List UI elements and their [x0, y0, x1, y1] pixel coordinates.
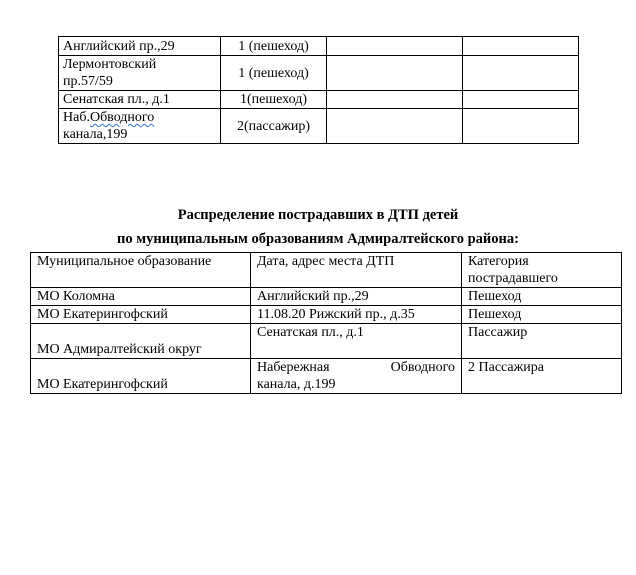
table-row	[31, 359, 622, 394]
address-cell: Английский пр.,29	[251, 288, 462, 306]
address-cell: Английский пр.,29	[59, 37, 221, 56]
category-cell: 2 Пассажира	[462, 359, 622, 394]
address-line: Лермонтовский	[63, 57, 157, 72]
table-row	[59, 56, 579, 91]
victim-count-cell: 1 (пешеход)	[221, 56, 327, 91]
empty-cell	[463, 37, 579, 56]
table-row	[59, 91, 579, 109]
table-row	[31, 288, 622, 306]
table-row	[59, 109, 579, 144]
address-line: пр.57/59	[63, 74, 113, 89]
header-line: Категория	[468, 254, 529, 269]
category-cell: Пассажир	[462, 324, 622, 359]
address-cell: 11.08.20 Рижский пр., д.35	[251, 306, 462, 324]
empty-cell	[463, 56, 579, 91]
victim-count-cell: 1 (пешеход)	[221, 37, 327, 56]
district-table	[30, 252, 622, 394]
address-cell	[59, 109, 221, 144]
address-line: канала, д.199	[257, 377, 336, 392]
address-cell	[251, 359, 462, 394]
address-cell: Сенатская пл., д.1	[251, 324, 462, 359]
header-line: пострадавшего	[468, 271, 558, 286]
casualties-table	[58, 36, 579, 144]
district-cell: МО Коломна	[31, 288, 251, 306]
empty-cell	[327, 37, 463, 56]
address-cell	[59, 56, 221, 91]
table-row	[31, 306, 622, 324]
table-row	[59, 37, 579, 56]
address-line: канала,199	[63, 127, 128, 142]
header-cell: Муниципальное образование	[31, 253, 251, 288]
table-header-row	[31, 253, 622, 288]
section-subheading: по муниципальным образованиям Адмиралтейского района:	[117, 231, 519, 247]
empty-cell	[327, 109, 463, 144]
header-cell	[462, 253, 622, 288]
empty-cell	[463, 109, 579, 144]
category-cell: Пешеход	[462, 288, 622, 306]
table-row	[31, 324, 622, 359]
district-cell: МО Адмиралтейский округ	[31, 324, 251, 359]
address-line	[257, 359, 455, 376]
district-cell: МО Екатерингофский	[31, 306, 251, 324]
victim-count-cell: 2(пассажир)	[221, 109, 327, 144]
victim-count-cell: 1(пешеход)	[221, 91, 327, 109]
address-word: Набережная	[257, 360, 330, 375]
district-cell: МО Екатерингофский	[31, 359, 251, 394]
section-heading: Распределение пострадавших в ДТП детей	[177, 207, 459, 223]
empty-cell	[463, 91, 579, 109]
address-word: Обводного	[390, 360, 455, 375]
address-prefix: Наб.	[63, 110, 90, 125]
category-cell: Пешеход	[462, 306, 622, 324]
header-cell: Дата, адрес места ДТП	[251, 253, 462, 288]
address-line	[63, 109, 216, 126]
spellcheck-word: Обводного	[89, 110, 155, 125]
empty-cell	[327, 91, 463, 109]
empty-cell	[327, 56, 463, 91]
address-cell: Сенатская пл., д.1	[59, 91, 221, 109]
